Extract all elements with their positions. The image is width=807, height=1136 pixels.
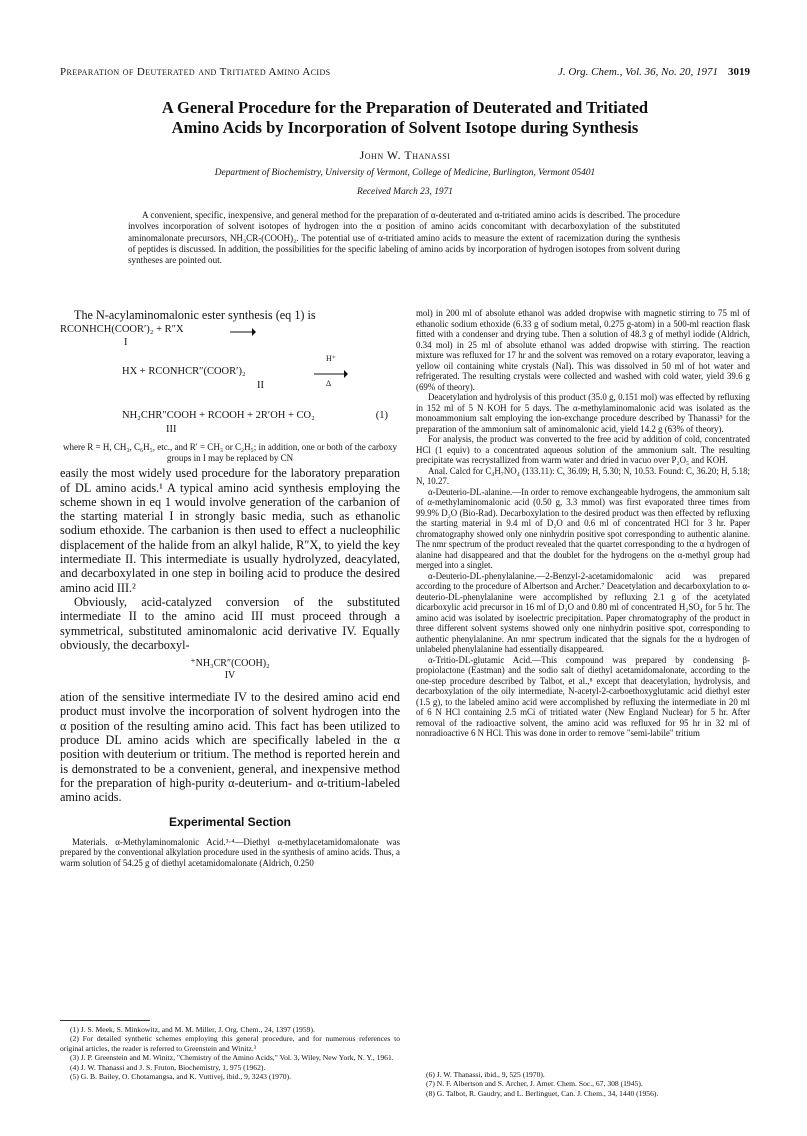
compound-label-i: I (124, 337, 128, 349)
arrow-icon (314, 369, 348, 379)
compound-label-iv: IV (224, 670, 236, 682)
paragraph: easily the most widely used procedure for the laboratory preparation of DL amino acids.¹ A typical amino acid synthesis employing the scheme shown in eq 1 would involve generation of the carbanion of the starting material I in strongly basic media, such as ethanolic sodium ethoxide. The carbanion is then used to effect a nucleophilic displacement of the halide from an alkyl halide, R″X, to yield the key intermediate II. This intermediate is usually hydrolyzed, deacylated, and decarboxylated in one step in boiling acid to produce the desired amino acid III.² (60, 466, 400, 595)
footnote-rule (60, 1020, 150, 1021)
section-heading: Experimental Section (168, 814, 292, 829)
reaction-condition-acid: H⁺ (326, 354, 336, 364)
materials-paragraph: Materials. α-Methylaminomalonic Acid.³·⁴—Diethyl α-methylacetamidomalonate was prepared by the conventional alkylation procedure used in the synthesis of amino acids. Thus, a warm solution of 54.25 g of diethyl acetamidomalonate (Aldrich, 0.250 (60, 836, 400, 868)
scheme-reactants: RCONHCH(COOR′)₂ + R″X (60, 324, 184, 336)
footnote: (7) N. F. Albertson and S. Archer, J. Amer. Chem. Soc., 67, 308 (1945). (426, 1079, 643, 1089)
footnotes-right (416, 1070, 750, 1098)
received-date: Received March 23, 1971 (357, 187, 453, 197)
arrow-icon (230, 327, 256, 337)
paragraph: mol) in 200 ml of absolute ethanol was added dropwise with magnetic stirring to 75 ml of ethanolic sodium ethoxide (6.33 g of sodium metal, 0.275 g-atom) in a 500-ml reaction flask fitted with a condenser and drying tube. Then a solution of 48.3 g of methyl iodide (Aldrich, 0.34 mol) in 25 ml of absolute ethanol was added dropwise with stirring. The reaction mixture was refluxed for 17 hr and the solvent was removed on a rotary evaporator, leaving a yellow oil containing white crystals (NaI). This was dissolved in 50 ml of hot water and refrigerated. The resulting crystals were collected and washed with cold water, yield 39.6 g (69% of theory). (416, 308, 750, 392)
abstract: A convenient, specific, inexpensive, and general method for the preparation of α-deuterated and α-tritiated amino acids is described. The procedure involves incorporation of solvent isotopes of hydrogen into the α position of amino acids concomitant with decarboxylation of the substituted aminomalonate precursors, NH₂CR-(COOH)₂. The potential use of α-tritiated amino acids to measure the extent of racemization during the synthesis of peptides is discussed. In addition, the possibilities for the specific labeling of amino acids by incorporation of hydrogen isotopes from solvent during syntheses are pointed out. (128, 210, 680, 266)
running-head (60, 66, 750, 82)
intro-paragraph: The N-acylaminomalonic ester synthesis (eq 1) is (74, 308, 316, 322)
analysis-paragraph: Anal. Calcd for C₄H₇NO₄ (133.11): C, 36.09; H, 5.30; N, 10.53. Found: C, 36.20; H, 5.18; N, 10.27. (416, 465, 750, 486)
phenylalanine-paragraph: α-Deuterio-DL-phenylalanine.—2-Benzyl-2-acetamidomalonic acid was prepared according to the procedure of Albertson and Archer.⁷ Deacetylation and decarboxylation to α-deuterio-DL-phenylalanine were accomplished by refluxing 2.1 g of the acetylated dicarboxylic acid precursor in 16 ml of D₂O and 0.80 ml of concentrated H₂SO₄ for 5 hr. The amino acid was isolated by isoelectric precipitation. Paper chromatography of the product in three different solvent systems showed only one ninhydrin positive spot, corresponding to authentic phenylalanine. An nmr spectrum indicated that the signals for the α hydrogen of unlabeled phenylalanine had essentially disappeared. (416, 570, 750, 654)
title-line-2: Amino Acids by Incorporation of Solvent Isotope during Synthesis (171, 118, 639, 137)
footnote: (3) J. P. Greenstein and M. Winitz, "Chemistry of the Amino Acids," Vol. 3, Wiley, New York, N. Y., 1961. (70, 1053, 394, 1063)
running-head-title: Preparation of Deuterated and Tritiated Amino Acids (60, 66, 331, 78)
footnotes-left (60, 1020, 400, 1081)
footnote: (1) J. S. Meek, S. Minkowitz, and M. M. Miller, J. Org. Chem., 24, 1397 (1959). (70, 1025, 315, 1034)
alanine-paragraph: α-Deuterio-DL-alanine.—In order to remove exchangeable hydrogens, the ammonium salt of α-methylaminomalonic acid (0.50 g, 3.3 mmol) was first evaporated three times from 99.9% D₂O (Bio-Rad). Decarboxylation to the desired product was then effected by refluxing the starting material in 9.4 ml of D₂O and 0.6 ml of concentrated HCl for 3 hr. Paper chromatography showed only one ninhydrin positive spot corresponding to authentic alanine. The nmr spectrum of the product revealed that the quartet corresponding to the α hydrogen of alanine had disappeared and that the doublet for the hydrogens on the α-methyl group had merged into a singlet. (416, 486, 750, 570)
left-column (60, 308, 400, 898)
right-column (416, 308, 750, 1056)
author: John W. Thanassi (359, 148, 451, 162)
reaction-scheme (60, 322, 400, 440)
article-title (60, 98, 750, 138)
footnote: (2) For detailed synthetic schemes employing this general procedure, and for numerous references to original articles, the reader is referred to Greenstein and Winitz.³ (60, 1034, 400, 1053)
paragraph: For analysis, the product was converted to the free acid by addition of cold, concentrated HCl (1 equiv) to a concentrated aqueous solution of the ammonium salt. The resulting precipitate was recrystallized from warm water and dried in vacuo over P₂O₅ and KOH. (416, 434, 750, 465)
footnote: (8) G. Talbot, R. Gaudry, and L. Berlinguet, Can. J. Chem., 34, 1440 (1956). (426, 1088, 659, 1098)
paragraph: Deacetylation and hydrolysis of this product (35.0 g, 0.151 mol) was effected by refluxing in 152 ml of 5 N KOH for 5 days. The α-methylaminomalonic acid was isolated as the monoammonium salt employing the ion-exchange procedure described by Thanassi⁵ for the preparation of the ammonium salt of aminomalonic acid, yield 14.2 g (63% of theory). (416, 392, 750, 434)
title-line-1: A General Procedure for the Preparation of Deuterated and Tritiated (161, 98, 649, 117)
paragraph: ation of the sensitive intermediate IV to the desired amino acid end product must involve the incorporation of solvent hydrogen into the α position of the resulting amino acid. This fact has been utilized to produce DL amino acids which are specifically labeled in the α position with deuterium or tritium. The method is reported herein and is demonstrated to be a convenient, general, and inexpensive method for the preparation of high-purity α-deuterium- and α-tritium-labeled amino acids. (60, 690, 400, 805)
running-head-journal (558, 66, 750, 78)
affiliation: Department of Biochemistry, University of Vermont, College of Medicine, Burlington, Vermont 05401 (214, 168, 596, 178)
equation-number: (1) (375, 410, 388, 422)
compound-label-ii: II (257, 380, 264, 392)
scheme-intermediate: HX + RCONHCR″(COOR′)₂ (122, 366, 246, 378)
paragraph: Obviously, acid-catalyzed conversion of the substituted intermediate II to the amino acid III must proceed through a symmetrical, substituted aminomalonic acid derivative IV. Equally obviously, the decarboxyl- (60, 594, 400, 652)
footnote: (5) G. B. Bailey, O. Chotamangsa, and K. Vuttivej, ibid., 9, 3243 (1970). (70, 1072, 292, 1082)
scheme-legend: where R = H, CH₃, C₆H₅, etc., and R′ = CH₃ or C₂H₅; in addition, one or both of the carboxy groups in I may be replaced by CN (63, 442, 397, 463)
compound-iv (60, 658, 400, 682)
reaction-condition-heat: Δ (326, 379, 332, 389)
glutamic-acid-paragraph: α-Tritio-DL-glutamic Acid.—This compound was prepared by condensing β-propiolactone (Eastman) and the sodio salt of diethyl acetamidomalonate, according to the one-step procedure described by Talbot, et al.,⁸ except that deacetylation, hydrolysis, and decarboxylation of the oily intermediate, N-acetyl-2-carboethoxyglutamic acid diethyl ester (1.5 g), to the labeled amino acid were accomplished by refluxing the intermediate in 20 ml of 6 N HCl containing 2.5 mCi of tritiated water (New England Nuclear) for 5 hr. After removal of the radioactive solvent, the amino acid was refluxed for 95 hr in 32 ml of nonradioactive 6 N HCl. This was done in order to remove "semi-labile" tritium (416, 654, 750, 738)
journal-citation: J. Org. Chem., Vol. 36, No. 20, 1971 (557, 66, 718, 78)
compound-iv-formula: ⁺NH₃CR″(COOH)₂ (190, 658, 270, 670)
page-number: 3019 (728, 66, 750, 78)
footnote: (4) J. W. Thanassi and J. S. Fruton, Biochemistry, 1, 975 (1962). (70, 1062, 266, 1072)
scheme-products: NH₂CHR″COOH + RCOOH + 2R′OH + CO₂ (122, 410, 315, 422)
compound-label-iii: III (166, 424, 177, 436)
footnote: (6) J. W. Thanassi, ibid., 9, 525 (1970). (426, 1070, 545, 1079)
